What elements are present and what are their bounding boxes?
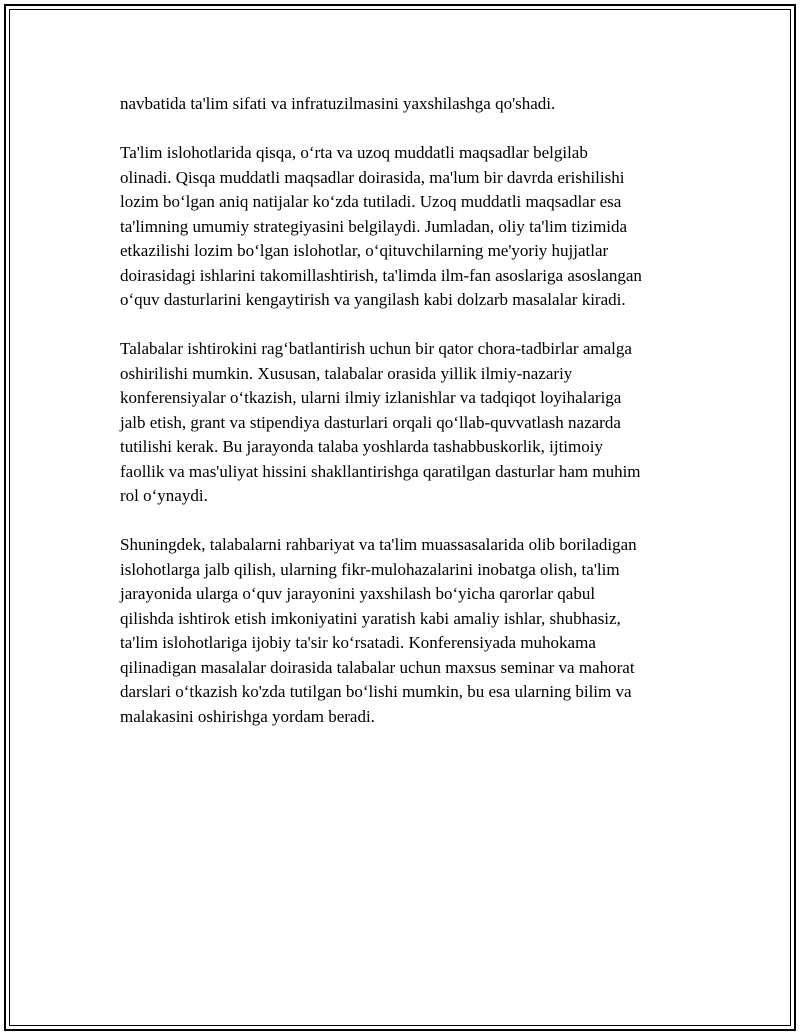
text-line: Shuningdek, talabalarni rahbariyat va ta'lim muassasalarida olib boriladigan [120, 535, 637, 554]
text-line: qilishda ishtirok etish imkoniyatini yaratish kabi amaliy ishlar, shubhasiz, [120, 608, 621, 628]
text-line: faollik va mas'uliyat hissini shakllantirishga qaratilgan dasturlar ham muhim [120, 461, 641, 481]
text-line: konferensiyalar o‘tkazish, ularni ilmiy izlanishlar va tadqiqot loyihalariga [120, 388, 622, 407]
text-line: ta'lim islohotlariga ijobiy ta'sir ko‘rsatadi. Konferensiyada muhokama [120, 633, 596, 652]
paragraph [120, 533, 700, 729]
text-line: tutilishi kerak. Bu jarayonda talaba yoshlarda tashabbuskorlik, ijtimoiy [120, 437, 603, 456]
text-line: malakasini oshirishga yordam beradi. [120, 706, 375, 726]
text-line: rol o‘ynaydi. [120, 486, 208, 505]
text-line: ta'limning umumiy strategiyasini belgilaydi. Jumladan, oliy ta'lim tizimida [120, 216, 628, 236]
text-line: lozim bo‘lgan aniq natijalar ko‘zda tutiladi. Uzoq muddatli maqsadlar esa [120, 192, 622, 211]
text-line: etkazilishi lozim bo‘lgan islohotlar, o‘qituvchilarning me'yoriy hujjatlar [120, 241, 609, 260]
text-line: Talabalar ishtirokini rag‘batlantirish uchun bir qator chora-tadbirlar amalga [120, 339, 632, 358]
text-line: darslari o‘tkazish ko'zda tutilgan bo‘lishi mumkin, bu esa ularning bilim va [120, 682, 632, 701]
text-line: navbatida ta'lim sifati va infratuzilmasini yaxshilashga qo'shadi. [120, 94, 556, 113]
document-body [120, 92, 700, 754]
paragraph [120, 141, 700, 313]
text-line: o‘quv dasturlarini kengaytirish va yangilash kabi dolzarb masalalar kiradi. [120, 290, 626, 309]
text-line: islohotlarga jalb qilish, ularning fikr-mulohazalarini inobatga olish, ta'lim [120, 559, 620, 579]
text-line: oshirilishi mumkin. Xususan, talabalar orasida yillik ilmiy-nazariy [120, 363, 573, 383]
text-line: Ta'lim islohotlarida qisqa, o‘rta va uzoq muddatli maqsadlar belgilab [120, 143, 588, 162]
paragraph [120, 337, 700, 509]
text-line: olinadi. Qisqa muddatli maqsadlar doirasida, ma'lum bir davrda erishilishi [120, 167, 625, 187]
text-line: doirasidagi ishlarini takomillashtirish, ta'limda ilm-fan asoslariga asoslangan [120, 265, 642, 285]
text-line: qilinadigan masalalar doirasida talabalar uchun maxsus seminar va mahorat [120, 657, 635, 677]
document-page [4, 4, 796, 1031]
paragraph [120, 92, 700, 117]
text-line: jalb etish, grant va stipendiya dasturlari orqali qo‘llab-quvvatlash nazarda [120, 412, 621, 432]
text-line: jarayonida ularga o‘quv jarayonini yaxshilash bo‘yicha qarorlar qabul [120, 584, 596, 603]
